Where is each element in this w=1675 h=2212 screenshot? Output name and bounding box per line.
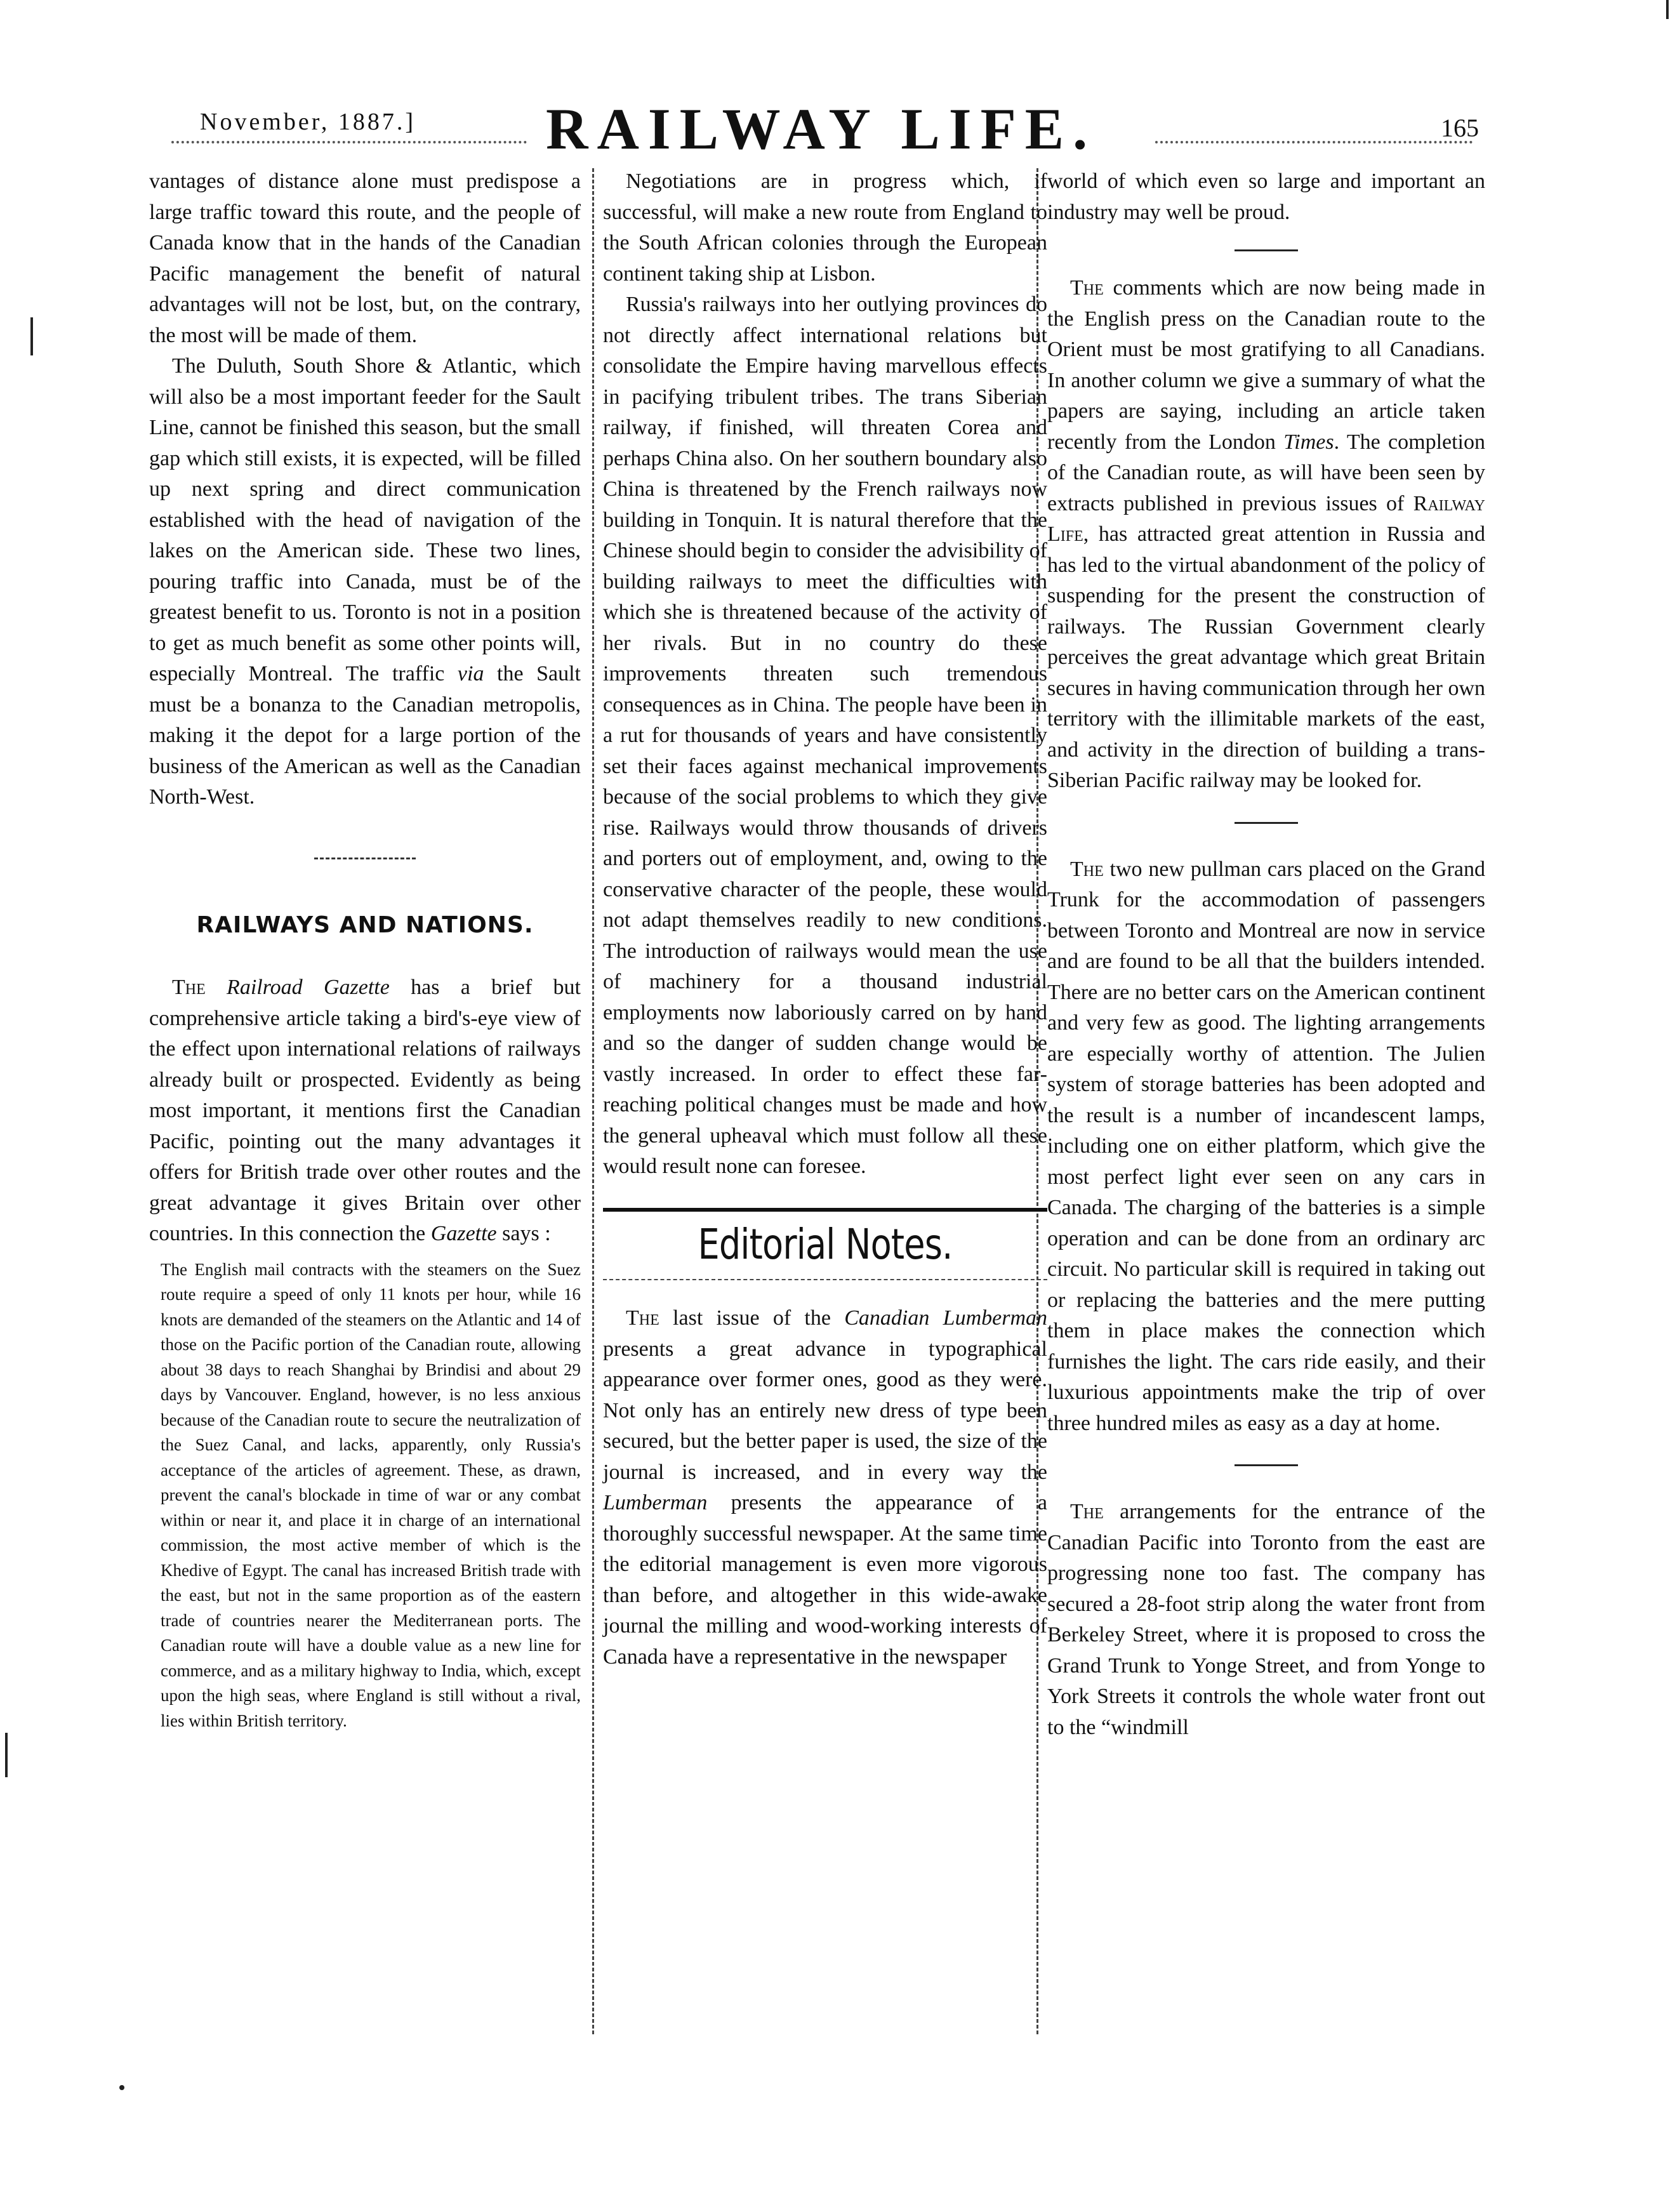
header-rule-left [171, 141, 527, 146]
text-run: , has attracted great attention in Russia and has led to the virtual abandonment of the policy of suspending for the present the construction of railways. The Russian Government clearly perceives the great advantage which great Britain secures in having communication through her own territory with the illimitable markets of the east, and activity in the direction of building a trans-Siberian Pacific railway may be looked for. [1047, 522, 1485, 792]
publication-name: Gazette [430, 1222, 497, 1245]
margin-mark [1666, 0, 1669, 19]
margin-mark [30, 317, 33, 355]
editorial-section [603, 1208, 1047, 1673]
note-separator [1235, 249, 1298, 251]
page-number: 165 [1441, 114, 1479, 142]
page-header [0, 95, 1675, 165]
header-rule-right [1155, 141, 1473, 146]
publication-name: Railroad Gazette [227, 976, 390, 999]
section-heading: RAILWAYS AND NATIONS. [196, 911, 534, 938]
text-run: The Duluth, South Shore & Atlantic, which will also be a most important feeder for the Sault Line, cannot be finished this season, but the small gap which still exists, it is expected, will be filled up next spring and direct communication established with the head of navigation of the lakes on the American side. These two lines, pouring traffic into Canada, must be of the greatest benefit to us. Toronto is not in a position to get as much benefit as some other points will, especially Montreal. The traffic [149, 354, 581, 685]
paragraph: world of which even so large and important an industry may well be proud. [1047, 169, 1485, 224]
column-1 [149, 166, 581, 1733]
issue-date: November, 1887.] [200, 109, 416, 135]
paragraph [1047, 273, 1485, 797]
publication-name: Lumberman [603, 1491, 708, 1514]
paragraph: Negotiations are in progress which, if successful, will make a new route from England to the South African colonies through the European continent taking ship at Lisbon. [603, 169, 1047, 286]
text-run: presents the appearance of a thoroughly successful newspaper. At the same time the editorial management is even more vigorous than before, and altogether in this wide-awake journal the milling and wood-working interests of Canada have a representative in the newspaper [603, 1491, 1047, 1669]
column-rule-1 [592, 168, 594, 2034]
publication-name: Railway Life [1047, 491, 1485, 546]
text-run: . The completion of the Canadian route, as will have been seen by extracts published in previous issues of [1047, 430, 1485, 515]
note-separator [1235, 822, 1298, 824]
text-run: The [626, 1306, 659, 1330]
text-run: The [1070, 1500, 1104, 1523]
masthead-title: RAILWAY LIFE. [546, 96, 1097, 161]
text-run: the Sault must be a bonanza to the Canadian metropolis, making it the depot for a large portion of the business of the American as well as the Canadian North-West. [149, 662, 581, 809]
text-run: arrangements for the entrance of the Canadian Pacific into Toronto from the east are progressing none too fast. The company has secured a 28-foot strip along the water front from Berkeley Street, where it is proposed to cross the Grand Trunk to Yonge Street, and from Yonge to York Streets it controls the whole water front out to the “windmill [1047, 1500, 1485, 1739]
publication-name: Times [1283, 430, 1334, 454]
paragraph [1047, 854, 1485, 1440]
block-quote: The English mail contracts with the steamers on the Suez route require a speed of only 11 knots per hour, while 16 knots are demanded of the steamers on the Atlantic and 14 of those on the Pacific portion of the Canadian route, allowing about 38 days to reach Shanghai by Brindisi and about 29 days by Vancouver. England, however, is no less anxious because of the Canadian route to secure the neutralization of the Suez Canal, and lacks, apparently, only Russia's acceptance of the articles of agreement. These, as drawn, prevent the canal's blockade in time of war or any combat within or near it, and place it in charge of an international commission, the most active member of which is the Khedive of Egypt. The canal has increased British trade with the east, but not in the same proportion as of the eastern trade of countries nearer the Mediterranean ports. The Canadian route will have a double value as a new line for commerce, and as a military highway to India, which, except upon the high seas, where England is still without a rival, lies within British territory. [161, 1259, 581, 1730]
text-run: has a brief but comprehensive article taking a bird's-eye view of the effect upon international relations of railways already built or prospected. Evidently as being most important, it mentions first the Canadian Pacific, pointing out the many advantages it offers for British trade over other routes and the great advantage it gives Britain over other countries. In this connection the [149, 976, 581, 1245]
paragraph [149, 351, 581, 813]
text-run: last issue of the [659, 1306, 845, 1330]
section-divider [314, 858, 416, 859]
text-run: The [1070, 857, 1104, 881]
paragraph [603, 1303, 1047, 1672]
note-separator [1235, 1464, 1298, 1466]
editorial-rule [603, 1208, 1047, 1212]
ink-spot [119, 2085, 124, 2090]
column-3 [1047, 166, 1485, 1743]
editorial-dash [603, 1279, 1047, 1280]
paragraph [1047, 1497, 1485, 1743]
text-run: The [172, 976, 206, 999]
text-run: says : [496, 1222, 551, 1245]
publication-name: Canadian Lumberman [844, 1306, 1047, 1330]
column-2 [603, 166, 1047, 1672]
text-run: comments which are now being made in the English press on the Canadian route to the Orient must be most gratifying to all Canadians. In another column we give a summary of what the papers are saying, including an article taken recently from the London [1047, 276, 1485, 454]
paragraph: Russia's railways into her outlying provinces do not directly affect international relations but consolidate the Empire having marvellous effects in pacifying tribulent tribes. The trans Siberian railway, if finished, will threaten Corea and perhaps China also. On her southern boundary also China is threatened by the French railways now building in Tonquin. It is natural therefore that the Chinese should begin to consider the advisibility of building railways to meet the difficulties with which she is threatened because of the activity of her rivals. But in no country do these improvements threaten such tremendous consequences as in China. The people have been in a rut for thousands of years and have consistently set their faces against mechanical improvements because of the social problems to which they give rise. Railways would throw thousands of drivers and porters out of employment, and, owing to the conservative character of the people, these would not adapt themselves readily to new conditions. The introduction of railways would mean the use of machinery for a thousand industrial employments now laboriously carred on by hand and so the danger of sudden change would be vastly increased. In order to effect these far-reaching political changes must be made and how the general upheaval which must follow all these would result none can foresee. [603, 293, 1047, 1178]
editorial-heading: Editorial Notes. [698, 1219, 953, 1269]
text-run: via [457, 662, 484, 685]
text-run: presents a great advance in typographical appearance over former ones, good as they were. Not only has an entirely new dress of type been secured, but the better paper is used, the size of the journal is increased, and in every way the [603, 1337, 1047, 1484]
paragraph [149, 972, 581, 1250]
text-run: The [1070, 276, 1104, 300]
text-run: two new pullman cars placed on the Grand Trunk for the accommodation of passengers between Toronto and Montreal are now in service and are found to be all that the builders intended. There are no better cars on the American continent and very few as good. The lighting arrangements are especially worthy of attention. The Julien system of storage batteries has been adopted and the result is a number of incandescent lamps, including one on either platform, which give the most perfect light ever seen on any cars in Canada. The charging of the batteries is a simple operation and can be done from an ordinary arc circuit. No particular skill is required in taking out or replacing the batteries and the mere putting them in place makes the connection which furnishes the light. The cars ride easily, and their luxurious appointments make the trip of over three hundred miles as easy as a day at home. [1047, 857, 1485, 1435]
margin-mark [5, 1733, 8, 1777]
paragraph: vantages of distance alone must predispose a large traffic toward this route, and the people of Canada know that in the hands of the Canadian Pacific management the benefit of natural advantages will not be lost, but, on the contrary, the most will be made of them. [149, 169, 581, 347]
